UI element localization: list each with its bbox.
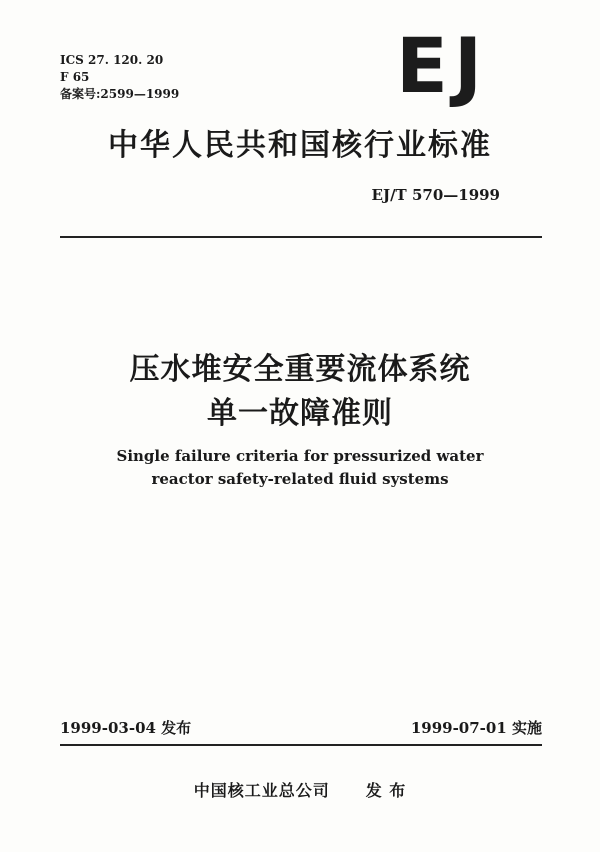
standard-number: EJ/T 570—1999 xyxy=(371,186,500,204)
top-divider xyxy=(60,236,542,238)
bottom-divider xyxy=(60,744,542,746)
implementation-date: 1999-07-01 实施 xyxy=(410,719,542,737)
en-title-line-2: reactor safety-related fluid systems xyxy=(151,470,449,488)
publisher-name: 中国核工业总公司 xyxy=(193,781,330,800)
publisher-line xyxy=(0,778,600,801)
filing-number: 备案号:2599—1999 xyxy=(60,87,180,101)
publish-action: 发 布 xyxy=(365,781,407,800)
classification-code: F 65 xyxy=(60,70,90,84)
en-title-line-1: Single failure criteria for pressurized water xyxy=(116,447,484,465)
org-title: 中华人民共和国核行业标准 xyxy=(108,128,492,163)
ics-code: ICS 27. 120. 20 xyxy=(60,53,164,67)
ej-logo: EJ xyxy=(396,21,489,110)
cn-title-line-2: 单一故障准则 xyxy=(207,396,393,431)
document-meta xyxy=(60,52,179,103)
cn-title-line-1: 压水堆安全重要流体系统 xyxy=(129,352,471,387)
issue-date: 1999-03-04 发布 xyxy=(60,719,192,737)
